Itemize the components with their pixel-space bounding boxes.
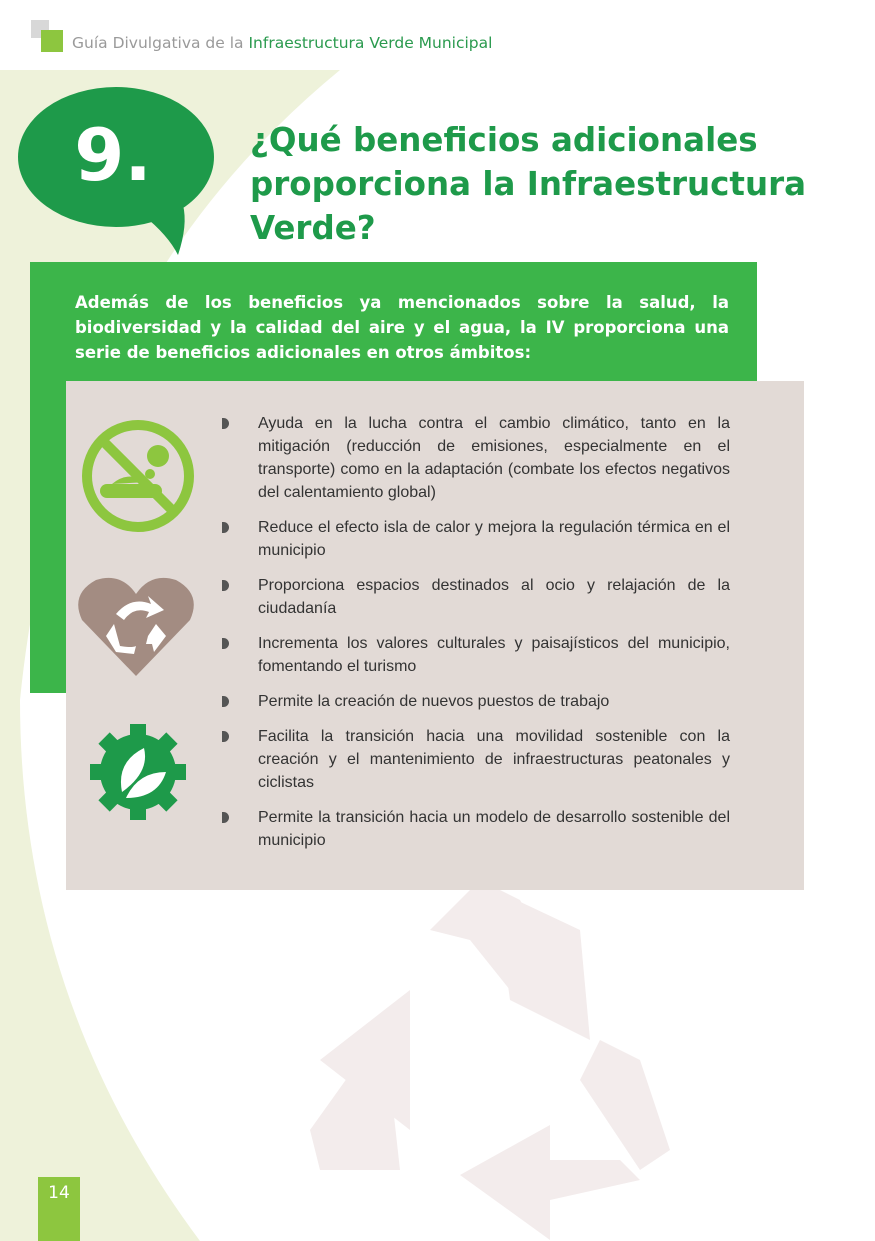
list-item: Proporciona espacios destinados al ocio y relajación de la ciudadanía bbox=[222, 574, 730, 620]
page-number: 14 bbox=[38, 1177, 80, 1241]
benefits-list bbox=[222, 412, 730, 864]
list-item: Reduce el efecto isla de calor y mejora la regulación térmica en el municipio bbox=[222, 516, 730, 562]
recycle-watermark-icon bbox=[310, 880, 670, 1240]
header-prefix: Guía Divulgativa de la bbox=[72, 34, 244, 52]
bullet-icon bbox=[222, 812, 229, 823]
list-item: Permite la creación de nuevos puestos de trabajo bbox=[222, 690, 730, 713]
speech-bubble-icon bbox=[18, 85, 218, 260]
list-item: Incrementa los valores culturales y paisajísticos del municipio, fomentando el turismo bbox=[222, 632, 730, 678]
no-car-emissions-icon bbox=[78, 416, 198, 536]
list-item: Facilita la transición hacia una movilidad sostenible con la creación y el mantenimiento de infraestructuras peatonales y ciclistas bbox=[222, 725, 730, 794]
bullet-icon bbox=[222, 580, 229, 591]
bullet-icon bbox=[222, 638, 229, 649]
list-item: Ayuda en la lucha contra el cambio climático, tanto en la mitigación (reducción de emisiones, especialmente en el transporte) como en la adaptación (combate los efectos negativos del calentamiento global) bbox=[222, 412, 730, 504]
header-highlight: Infraestructura Verde Municipal bbox=[248, 34, 493, 52]
bullet-icon bbox=[222, 522, 229, 533]
running-header bbox=[72, 34, 492, 52]
gear-leaf-icon bbox=[88, 722, 188, 822]
bullet-icon bbox=[222, 731, 229, 742]
section-number: 9. bbox=[74, 113, 152, 197]
page-title: ¿Qué beneficios adicionales proporciona la Infraestructura Verde? bbox=[250, 121, 807, 247]
header-logo-green bbox=[41, 30, 63, 52]
intro-text: Además de los beneficios ya mencionados sobre la salud, la biodiversidad y la calidad del aire y el agua, la IV proporciona una serie de beneficios adicionales en otros ámbitos: bbox=[75, 293, 729, 362]
heart-recycle-icon bbox=[76, 574, 196, 678]
bullet-icon bbox=[222, 696, 229, 707]
list-item: Permite la transición hacia un modelo de desarrollo sostenible del municipio bbox=[222, 806, 730, 852]
bullet-icon bbox=[222, 418, 229, 429]
